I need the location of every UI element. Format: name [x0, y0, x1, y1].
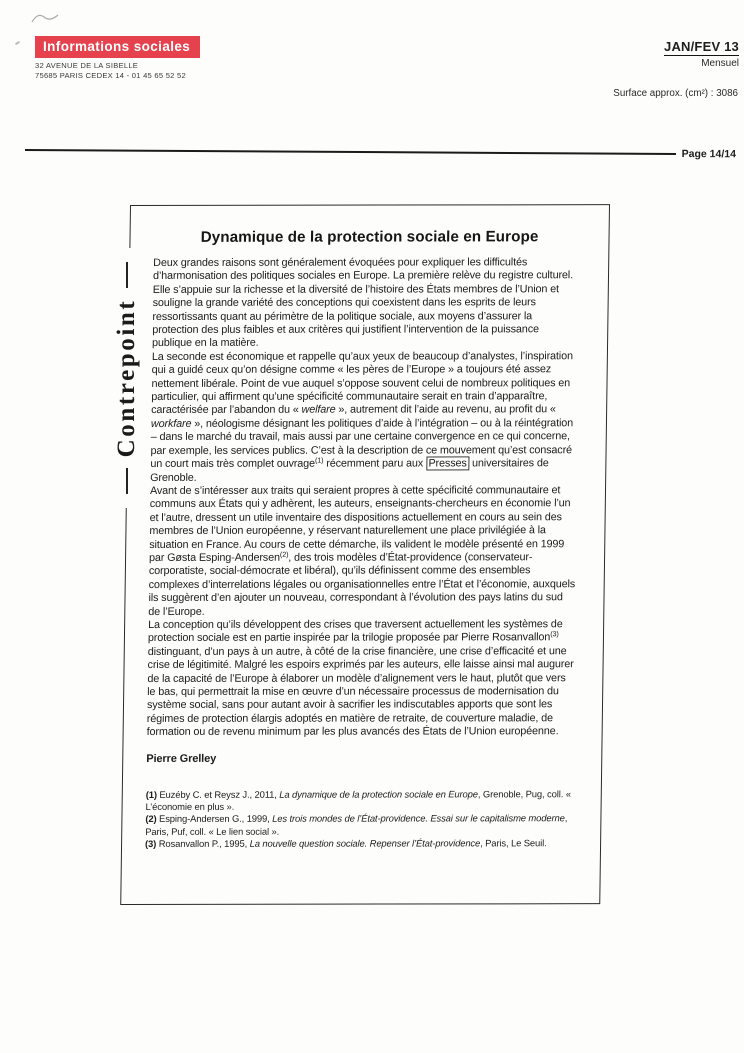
- rubric-label: Contrepoint: [113, 298, 140, 458]
- address-line-1: 32 AVENUE DE LA SIBELLE: [35, 61, 139, 70]
- article-paragraph-1: Deux grandes raisons sont généralement évoquées pour expliquer les difficultés d’harmonisation des politiques sociales en Europe. La première relève du registre culturel. Elle s’appuie sur la richesse et la diversité de l’histoire des États membres de l’Union et souligne la grande variété des conceptions qui coexistent dans les esprits de leurs ressortissants quant au périmètre de la politique sociale, aux moyens d’assurer la protection des plus faibles et aux critères qui justifient l’intervention de la puissance publique en la matière.: [151, 256, 574, 350]
- article-paragraph-3: Avant de s’intéresser aux traits qui seraient propres à cette spécificité communautaire et communs aux États qui y adhèrent, les auteurs, enseignants-chercheurs en économie l’un et l’autre, dressent un utile inventaire des dispositions actuellement en cours au sein des membres de l’Union européenne, y réservant naturellement une place privilégiée à la situation en France. Au cours de cette démarche, ils valident le modèle présenté en 1999 par Gøsta Esping-Andersen$^{(2)}$, des trois modèles d’État-providence (conservateur-corporatiste, social-démocrate et libéral), qu’ils définissent comme des ensembles complexes d’interrelations légales ou organisationnelles entre l’État et l’économie, auxquels ils suggèrent d’en ajouter un nouveau, correspondant à l’évolution des pays latins du sud de l’Europe.: [148, 484, 576, 618]
- issue-block: [664, 38, 739, 69]
- article-paragraph-2: La seconde est économique et rappelle qu’aux yeux de beaucoup d’analystes, l’inspiration qui a guidé ceux qu’on désigne comme « les pères de l’Europe » a toujours été assez nettement libérale. Point de vue auquel s’oppose souvent celui de nombreux politiques en particulier, qui affirment qu’une spécificité communautaire serait en train d’apparaître, caractérisée par l’abandon du « welfare », autrement dit l’aide au revenu, au profit du « workfare », néologisme désignant les politiques d’aide à l’intégration – ou à la réintégration – dans le marché du travail, mais aussi par une certaine convergence en ce qui concerne, par exemple, les services publics. C’est à la description de ce mouvement qu’est consacré un court mais très complet ouvrage$^{(1)}$ récemment paru aux Presses universitaires de Grenoble.: [150, 350, 574, 484]
- publisher-address: [35, 61, 186, 81]
- article-body: [145, 256, 580, 850]
- footnote-3: (3) Rosanvallon P., 1995, La nouvelle question sociale. Repenser l’État-providence, Paris, Le Seuil.: [145, 837, 547, 849]
- horizontal-rule: [25, 149, 676, 155]
- rubric-contrepoint: [107, 248, 147, 508]
- issue-date: JAN/FEV 13: [664, 39, 739, 54]
- issue-frequency: Mensuel: [701, 58, 739, 69]
- article-paragraph-4: La conception qu’ils développent des crises que traversent actuellement les systèmes de protection sociale est en partie inspirée par la trilogie proposée par Pierre Rosanvallon$^{(3)}$ distinguant, d’un pays à un autre, à côté de la crise financière, une crise d’efficacité et une crise de légitimité. Malgré les espoirs exprimés par les auteurs, elle laisse ainsi mal augurer de la capacité de l’Europe à élaborer un modèle d’alignement vers le haut, plutôt que vers le bas, qui permettrait la mise en œuvre d’un nécessaire processus de modernisation du système social, sans pour autant avoir à sacrifier les indiscutables apports que sont les régimes de protection élargis adoptés en matière de retraite, de couverture maladie, de formation ou de revenu minimum par les plus avancés des États de l’Union européenne.: [146, 618, 574, 739]
- article-title: Dynamique de la protection sociale en Europe: [200, 228, 539, 246]
- address-line-2: 75685 PARIS CEDEX 14 - 01 45 65 52 52: [35, 71, 186, 80]
- footnote-1: (1) Euzéby C. et Reysz J., 2011, La dynamique de la protection sociale en Europe, Grenoble, Pug, coll. « L’économie en plus ».: [145, 788, 571, 813]
- scan-mark-squiggle: [28, 8, 62, 30]
- footnotes: [145, 788, 573, 850]
- rubric-dash-bottom: [126, 262, 128, 288]
- brand-badge: [35, 36, 200, 58]
- footnote-2: (2) Esping-Andersen G., 1999, Les trois mondes de l’État-providence. Essai sur le capitalisme moderne, Paris, Puf, coll. « Le lien social ».: [145, 812, 568, 837]
- article-box: [120, 204, 610, 905]
- page-rule-row: [25, 144, 736, 160]
- brand-name: Informations sociales: [43, 39, 191, 54]
- page-indicator: Page 14/14: [681, 148, 737, 161]
- surface-approx: Surface approx. (cm²) : 3086: [613, 88, 738, 99]
- author-signature: Pierre Grelley: [146, 752, 217, 765]
- scan-mark-speck: [15, 41, 20, 45]
- rubric-dash-top: [126, 468, 128, 494]
